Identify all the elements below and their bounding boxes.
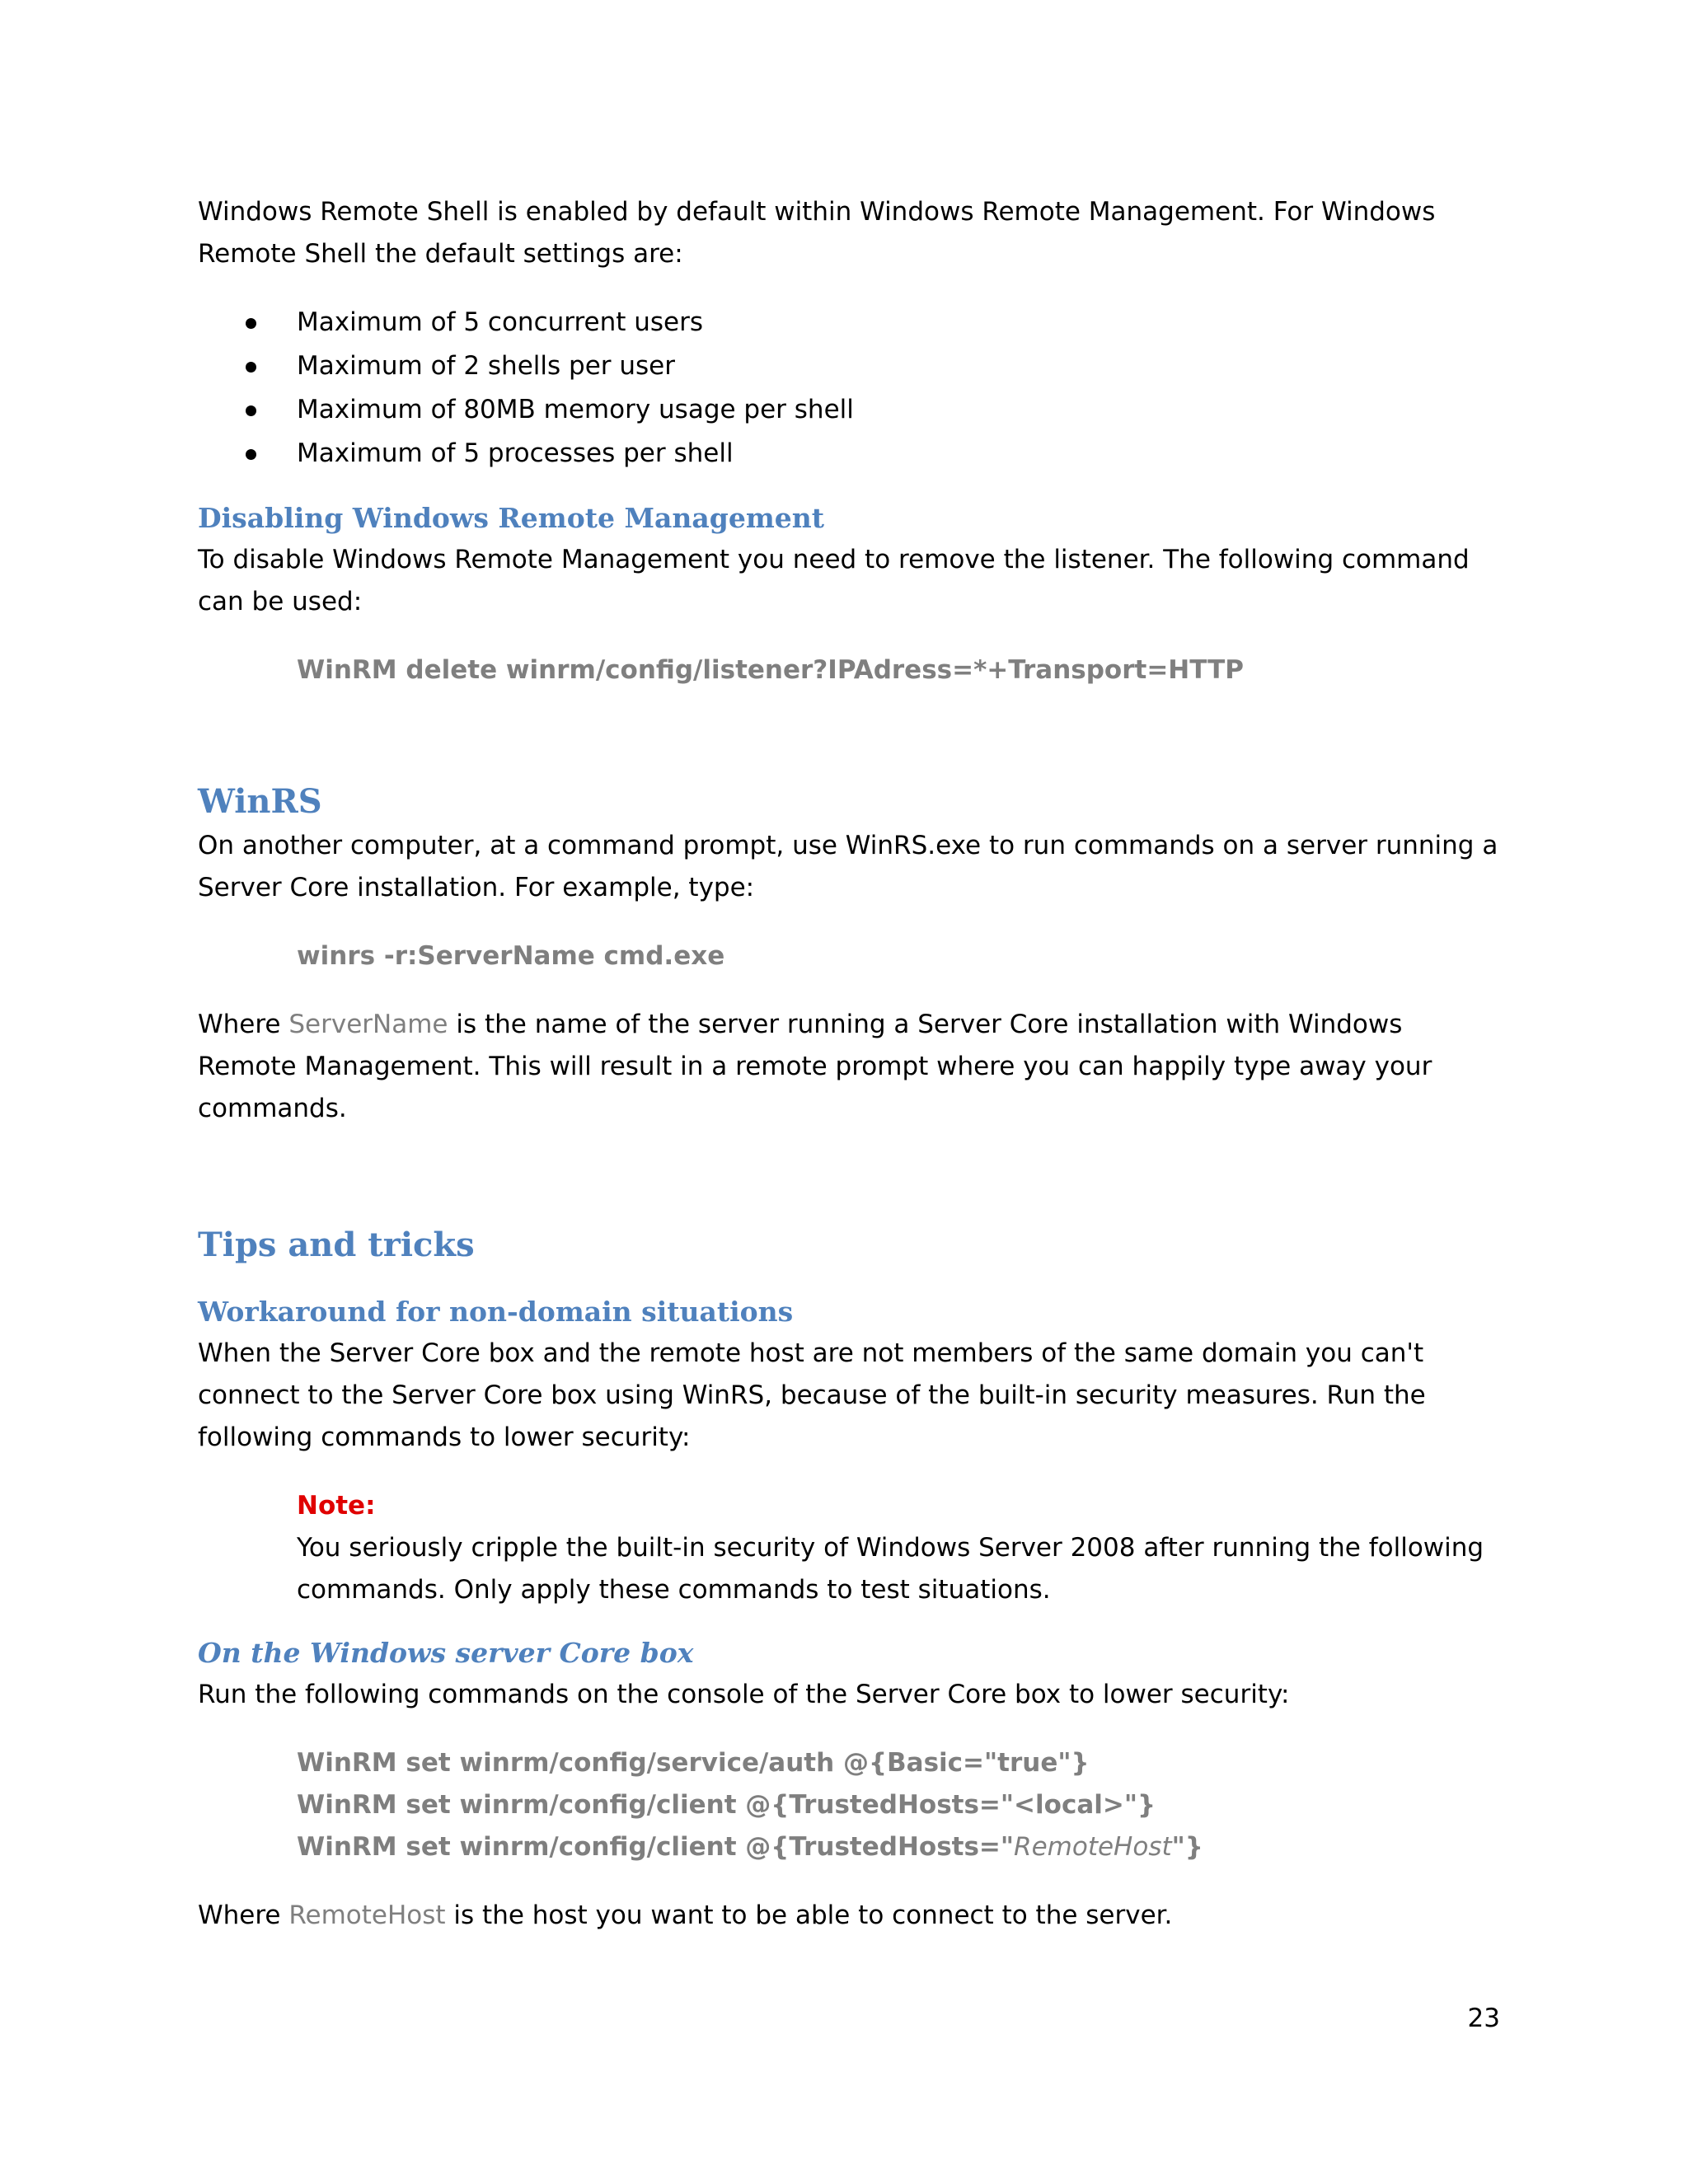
servername-term: ServerName [288,1010,448,1039]
security-commands [297,1742,1500,1868]
list-item [198,345,1500,389]
code-prefix: WinRM set winrm/config/client @{TrustedHosts=" [297,1832,1015,1862]
winrs-paragraph: On another computer, at a command prompt, use WinRS.exe to run commands on a server running a Server Core installation. For example, type: [198,831,1498,902]
list-item [198,302,1500,345]
code-line: WinRM set winrm/config/service/auth @{Basic="true"} [297,1748,1090,1778]
tips-heading: Tips and tricks [198,1226,475,1264]
winrs-where-paragraph [198,1004,1500,1130]
winrs-heading: WinRS [198,782,322,821]
bullet-icon [246,405,256,416]
where-prefix: Where [198,1900,289,1930]
bullet-icon [246,449,256,460]
list-item-text: Maximum of 2 shells per user [297,351,675,381]
page-number: 23 [1467,2004,1500,2033]
where-suffix: is the host you want to be able to connect to the server. [445,1900,1173,1930]
where-suffix: is the name of the server running a Server Core installation with Windows Remote Management. This will result in a remote prompt where you can happily type away your commands. [198,1010,1432,1123]
list-item-text: Maximum of 80MB memory usage per shell [297,395,854,424]
workaround-paragraph: When the Server Core box and the remote host are not members of the same domain you can't connect to the Server Core box using WinRS, because of the built-in security measures. Run the following commands to lower security: [198,1338,1426,1452]
disabling-heading: Disabling Windows Remote Management [198,502,824,534]
code-line: winrs -r:ServerName cmd.exe [297,941,725,971]
where-prefix: Where [198,1010,289,1039]
code-line: WinRM set winrm/config/client @{TrustedHosts="<local>"} [297,1790,1156,1820]
core-box-paragraph: Run the following commands on the console of the Server Core box to lower security: [198,1680,1290,1709]
remotehost-term: RemoteHost [288,1900,446,1930]
note-title: Note: [297,1491,376,1521]
code-suffix: "} [1171,1832,1203,1862]
disabling-paragraph: To disable Windows Remote Management you need to remove the listener. The following command can be used: [198,545,1470,616]
bullet-icon [246,318,256,329]
remotehost-where-paragraph [198,1895,1500,1937]
list-item-text: Maximum of 5 concurrent users [297,307,704,337]
intro-paragraph: Windows Remote Shell is enabled by default within Windows Remote Management. For Windows Remote Shell the default settings are: [198,197,1436,269]
bullet-icon [246,362,256,373]
code-line [297,1826,1500,1868]
list-item [198,433,1500,476]
code-line: WinRM delete winrm/config/listener?IPAdress=*+Transport=HTTP [297,655,1244,685]
workaround-heading: Workaround for non-domain situations [198,1296,794,1328]
list-item [198,389,1500,433]
default-settings-list [198,302,1500,476]
core-box-heading: On the Windows server Core box [198,1637,694,1669]
remotehost-placeholder: RemoteHost [1014,1832,1172,1862]
winrs-command [297,935,1500,977]
document-page [198,191,1500,1937]
note-body: You seriously cripple the built-in security of Windows Server 2008 after running the following commands. Only apply these commands to test situations. [297,1533,1484,1605]
note-box [297,1485,1500,1611]
list-item-text: Maximum of 5 processes per shell [297,438,734,468]
disable-command [297,649,1500,691]
